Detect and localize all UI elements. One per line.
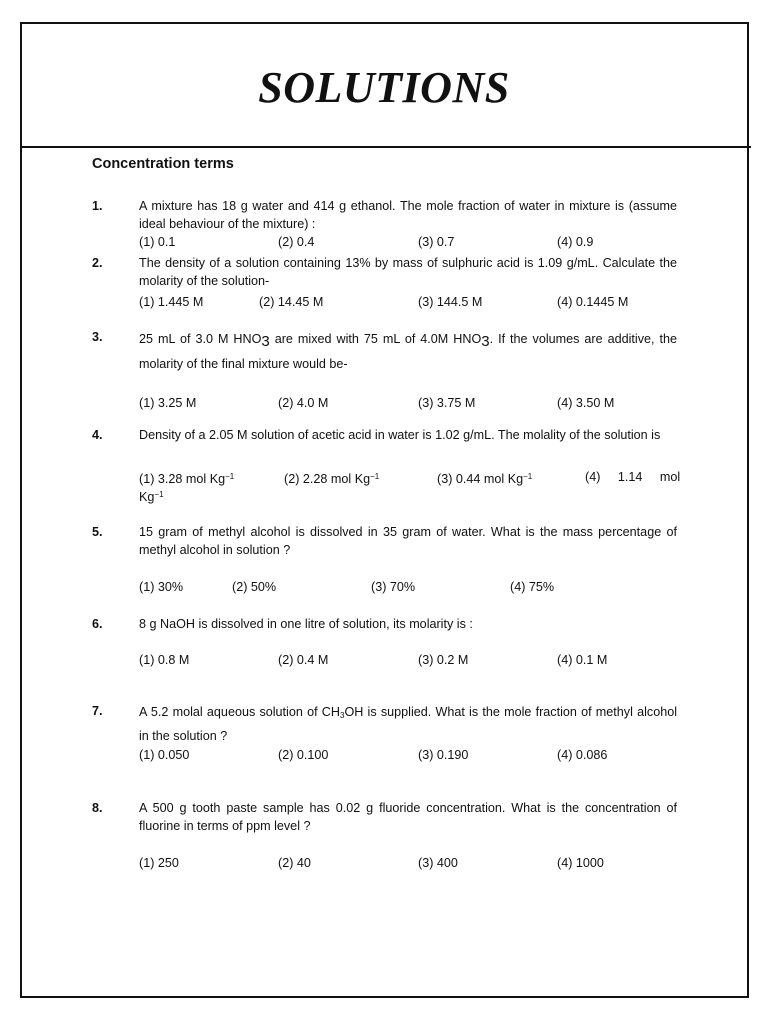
option-4: (4) 0.1 M [557, 653, 608, 667]
page-title: SOLUTIONS [258, 63, 510, 112]
question-number: 8. [92, 801, 103, 815]
option-3: (3) 0.44 mol $Kg^{-1}$ [437, 472, 533, 486]
options-row [139, 233, 677, 251]
option-3: (3) 144.5 M [418, 295, 483, 309]
question-number: 3. [92, 330, 103, 344]
question-8 [92, 799, 677, 872]
option-2: (2) 2.28 mol $Kg^{-1}$ [284, 472, 380, 486]
question-number: 4. [92, 428, 103, 442]
option-4: (4) 0.9 [557, 235, 594, 249]
options-row [139, 854, 677, 872]
question-text: 25 mL of 3.0 M $HNO_3$ are mixed with 75 mL of 4.0M $HNO_3$. If the volumes are additive, the molarity of the final mixture would be- [139, 332, 677, 371]
options-row [139, 578, 677, 596]
question-text: Density of a 2.05 M solution of acetic acid in water is 1.02 g/mL. The molality of the solution is [139, 428, 661, 442]
option-2: (2) 50% [232, 580, 277, 594]
option-3: (3) 70% [371, 580, 416, 594]
question-6 [92, 615, 677, 669]
option-1: (1) 3.25 M [139, 396, 197, 410]
options-row [139, 468, 681, 486]
question-1 [92, 197, 677, 251]
question-number: 1. [92, 199, 103, 213]
question-2 [92, 254, 677, 311]
option-4: (4) 3.50 M [557, 396, 615, 410]
section-heading: Concentration terms [92, 156, 234, 172]
option-4-continuation: $Kg^{-1}$ [139, 490, 164, 504]
option-2: (2) 0.100 [278, 748, 329, 762]
question-text: 15 gram of methyl alcohol is dissolved in 35 gram of water. What is the mass percentage of methyl alcohol in solution ? [139, 525, 677, 557]
option-2: (2) 0.4 M [278, 653, 329, 667]
question-number: 5. [92, 525, 103, 539]
option-2: (2) 4.0 M [278, 396, 329, 410]
question-7 [92, 702, 677, 764]
option-3: (3) 0.190 [418, 748, 469, 762]
option-4: (4) 0.086 [557, 748, 608, 762]
option-3: (3) 0.7 [418, 235, 455, 249]
option-2: (2) 14.45 M [259, 295, 324, 309]
question-text: The density of a solution containing 13% by mass of sulphuric acid is 1.09 g/mL. Calculate the molarity of the solution- [139, 256, 677, 288]
question-3 [92, 328, 677, 412]
option-1: (1) 0.050 [139, 748, 190, 762]
question-5 [92, 523, 677, 596]
options-row [139, 293, 677, 311]
option-1: (1) 3.28 mol $Kg^{-1}$ [139, 472, 235, 486]
option-4: (4) 1.14 mol [585, 470, 681, 484]
options-row [139, 746, 677, 764]
option-1: (1) 250 [139, 856, 179, 870]
option-2: (2) 40 [278, 856, 311, 870]
title-divider [20, 146, 751, 148]
question-number: 6. [92, 617, 103, 631]
option-3: (3) 3.75 M [418, 396, 476, 410]
question-4 [92, 426, 681, 506]
question-text: A 500 g tooth paste sample has 0.02 g fluoride concentration. What is the concentration of fluorine in terms of ppm level ? [139, 801, 677, 833]
option-1: (1) 30% [139, 580, 184, 594]
options-row [139, 651, 677, 669]
option-3: (3) 400 [418, 856, 458, 870]
option-1: (1) 0.1 [139, 235, 176, 249]
question-text: A mixture has 18 g water and 414 g ethanol. The mole fraction of water in mixture is (assume ideal behaviour of the mixture) : [139, 199, 677, 231]
option-4: (4) 1000 [557, 856, 604, 870]
option-3: (3) 0.2 M [418, 653, 469, 667]
option-4: (4) 0.1445 M [557, 295, 629, 309]
question-number: 7. [92, 704, 103, 718]
options-row [139, 394, 677, 412]
option-1: (1) 0.8 M [139, 653, 190, 667]
option-2: (2) 0.4 [278, 235, 315, 249]
question-text: 8 g NaOH is dissolved in one litre of solution, its molarity is : [139, 617, 473, 631]
option-4: (4) 75% [510, 580, 555, 594]
option-1: (1) 1.445 M [139, 295, 204, 309]
question-text: A 5.2 molal aqueous solution of $CH_3OH$ is supplied. What is the mole fraction of methyl alcohol in the solution ? [139, 705, 677, 743]
question-number: 2. [92, 256, 103, 270]
